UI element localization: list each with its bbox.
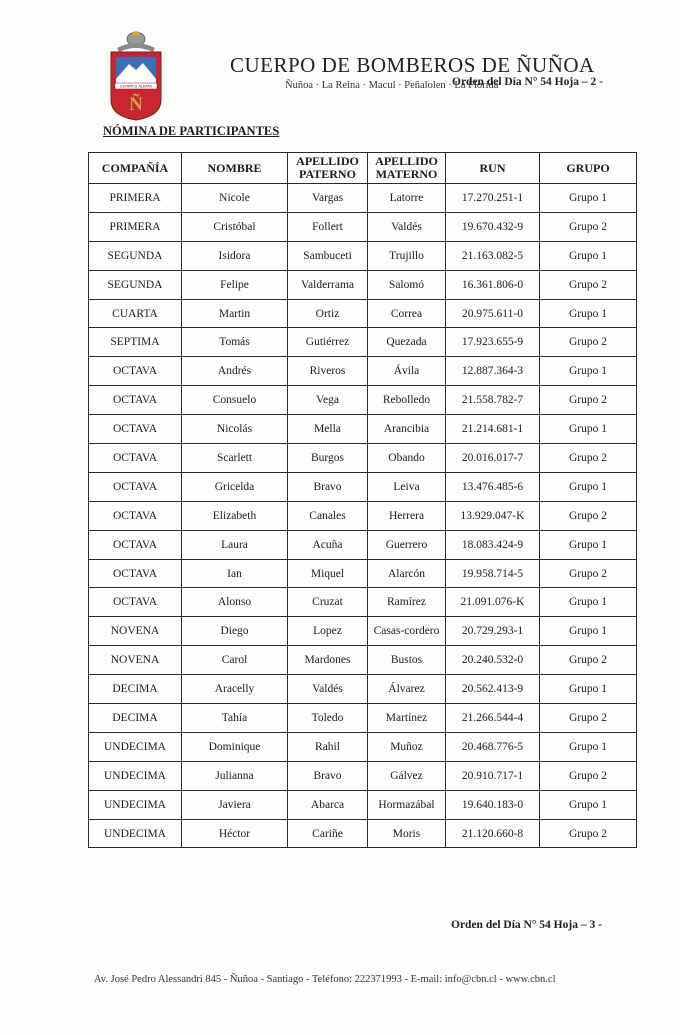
table-row (89, 704, 637, 733)
cell-maternal-surname: Rebolledo (368, 386, 446, 415)
cell-name: Javiera (182, 790, 288, 819)
cell-run: 17.923.655-9 (446, 328, 540, 357)
table-row (89, 761, 637, 790)
cell-company: SEGUNDA (89, 241, 182, 270)
cell-company: NOVENA (89, 617, 182, 646)
cell-paternal-surname: Gutiérrez (288, 328, 368, 357)
table-row (89, 617, 637, 646)
cell-paternal-surname: Acuña (288, 530, 368, 559)
cell-maternal-surname: Alarcón (368, 559, 446, 588)
cell-maternal-surname: Bustos (368, 646, 446, 675)
column-header-paternal-surname: APELLIDO PATERNO (288, 153, 368, 184)
table-row (89, 357, 637, 386)
cell-name: Tahía (182, 704, 288, 733)
cell-maternal-surname: Hormazábal (368, 790, 446, 819)
cell-maternal-surname: Moris (368, 819, 446, 848)
cell-run: 20.016.017-7 (446, 444, 540, 473)
cell-group: Grupo 1 (540, 732, 637, 761)
cell-paternal-surname: Cariñe (288, 819, 368, 848)
cell-group: Grupo 1 (540, 588, 637, 617)
cell-maternal-surname: Martínez (368, 704, 446, 733)
cell-paternal-surname: Cruzat (288, 588, 368, 617)
cell-run: 21.214.681-1 (446, 415, 540, 444)
organization-communes: Ñuñoa · La Reina · Macul · Peñalolen · La Florida (285, 80, 499, 91)
cell-maternal-surname: Guerrero (368, 530, 446, 559)
cell-company: UNDECIMA (89, 819, 182, 848)
cell-maternal-surname: Latorre (368, 184, 446, 213)
logo-letter: Ñ (129, 94, 143, 115)
cell-run: 21.266.544-4 (446, 704, 540, 733)
cell-company: OCTAVA (89, 588, 182, 617)
cell-name: Héctor (182, 819, 288, 848)
cell-paternal-surname: Rahil (288, 732, 368, 761)
cell-maternal-surname: Arancibia (368, 415, 446, 444)
cell-maternal-surname: Muñoz (368, 732, 446, 761)
cell-group: Grupo 1 (540, 472, 637, 501)
cell-run: 21.558.782-7 (446, 386, 540, 415)
cell-group: Grupo 1 (540, 241, 637, 270)
cell-paternal-surname: Lopez (288, 617, 368, 646)
table-row (89, 530, 637, 559)
cell-run: 20.468.776-5 (446, 732, 540, 761)
cell-group: Grupo 1 (540, 357, 637, 386)
table-row (89, 472, 637, 501)
cell-paternal-surname: Vega (288, 386, 368, 415)
cell-paternal-surname: Bravo (288, 761, 368, 790)
cell-company: DECIMA (89, 675, 182, 704)
cell-group: Grupo 1 (540, 299, 637, 328)
cell-name: Carol (182, 646, 288, 675)
cell-maternal-surname: Ávila (368, 357, 446, 386)
column-header-name: NOMBRE (182, 153, 288, 184)
cell-company: OCTAVA (89, 530, 182, 559)
cell-group: Grupo 2 (540, 559, 637, 588)
cell-company: UNDECIMA (89, 761, 182, 790)
table-row (89, 819, 637, 848)
cell-name: Tomás (182, 328, 288, 357)
cell-name: Andrés (182, 357, 288, 386)
cell-company: OCTAVA (89, 472, 182, 501)
cell-name: Consuelo (182, 386, 288, 415)
table-row (89, 328, 637, 357)
cell-run: 20.910.717-1 (446, 761, 540, 790)
cell-company: PRIMERA (89, 212, 182, 241)
cell-maternal-surname: Ramírez (368, 588, 446, 617)
cell-run: 20.729.293-1 (446, 617, 540, 646)
organization-crest-logo (107, 30, 165, 122)
cell-name: Nicole (182, 184, 288, 213)
table-row (89, 212, 637, 241)
cell-run: 19.670.432-9 (446, 212, 540, 241)
column-header-run: RUN (446, 153, 540, 184)
cell-group: Grupo 2 (540, 270, 637, 299)
cell-group: Grupo 1 (540, 675, 637, 704)
cell-company: OCTAVA (89, 415, 182, 444)
cell-maternal-surname: Casas-cordero (368, 617, 446, 646)
cell-group: Grupo 2 (540, 386, 637, 415)
order-of-day-footer: Orden del Día N° 54 Hoja – 3 - (451, 919, 602, 931)
cell-company: UNDECIMA (89, 790, 182, 819)
cell-group: Grupo 2 (540, 819, 637, 848)
table-row (89, 732, 637, 761)
column-header-group: GRUPO (540, 153, 637, 184)
cell-company: OCTAVA (89, 386, 182, 415)
table-row (89, 415, 637, 444)
cell-run: 20.562.413-9 (446, 675, 540, 704)
cell-paternal-surname: Sambuceti (288, 241, 368, 270)
cell-paternal-surname: Miquel (288, 559, 368, 588)
table-row (89, 386, 637, 415)
cell-maternal-surname: Obando (368, 444, 446, 473)
cell-paternal-surname: Vargas (288, 184, 368, 213)
cell-company: PRIMERA (89, 184, 182, 213)
cell-name: Elizabeth (182, 501, 288, 530)
cell-group: Grupo 1 (540, 530, 637, 559)
cell-maternal-surname: Correa (368, 299, 446, 328)
participants-table (88, 152, 637, 848)
table-row (89, 790, 637, 819)
cell-run: 21.091.076-K (446, 588, 540, 617)
cell-run: 19.958.714-5 (446, 559, 540, 588)
cell-group: Grupo 1 (540, 184, 637, 213)
table-row (89, 675, 637, 704)
cell-group: Grupo 2 (540, 328, 637, 357)
organization-name: CUERPO DE BOMBEROS DE ÑUÑOA (230, 53, 595, 77)
cell-run: 21.120.660-8 (446, 819, 540, 848)
cell-name: Diego (182, 617, 288, 646)
table-row (89, 270, 637, 299)
cell-company: OCTAVA (89, 501, 182, 530)
cell-maternal-surname: Trujillo (368, 241, 446, 270)
cell-name: Isidora (182, 241, 288, 270)
cell-group: Grupo 2 (540, 646, 637, 675)
cell-company: OCTAVA (89, 559, 182, 588)
table-row (89, 588, 637, 617)
cell-company: UNDECIMA (89, 732, 182, 761)
cell-paternal-surname: Canales (288, 501, 368, 530)
cell-name: Laura (182, 530, 288, 559)
cell-maternal-surname: Herrera (368, 501, 446, 530)
cell-maternal-surname: Álvarez (368, 675, 446, 704)
cell-name: Nicolás (182, 415, 288, 444)
cell-company: OCTAVA (89, 357, 182, 386)
cell-group: Grupo 1 (540, 415, 637, 444)
cell-run: 21.163.082-5 (446, 241, 540, 270)
cell-company: SEGUNDA (89, 270, 182, 299)
cell-paternal-surname: Toledo (288, 704, 368, 733)
cell-group: Grupo 2 (540, 704, 637, 733)
cell-name: Martin (182, 299, 288, 328)
table-row (89, 559, 637, 588)
cell-maternal-surname: Leiva (368, 472, 446, 501)
cell-paternal-surname: Abarca (288, 790, 368, 819)
cell-name: Cristóbal (182, 212, 288, 241)
cell-paternal-surname: Valdés (288, 675, 368, 704)
cell-paternal-surname: Riveros (288, 357, 368, 386)
table-row (89, 241, 637, 270)
table-row (89, 184, 637, 213)
logo-banner-text: ESTAMOS ALERTA (120, 84, 152, 89)
section-title: NÓMINA DE PARTICIPANTES (103, 124, 280, 138)
cell-run: 13.929.047-K (446, 501, 540, 530)
cell-run: 18.083.424-9 (446, 530, 540, 559)
cell-name: Alonso (182, 588, 288, 617)
cell-name: Dominique (182, 732, 288, 761)
cell-paternal-surname: Burgos (288, 444, 368, 473)
cell-group: Grupo 2 (540, 761, 637, 790)
cell-maternal-surname: Valdés (368, 212, 446, 241)
cell-name: Aracelly (182, 675, 288, 704)
cell-run: 19.640.183-0 (446, 790, 540, 819)
cell-name: Felipe (182, 270, 288, 299)
cell-company: CUARTA (89, 299, 182, 328)
cell-run: 16.361.806-0 (446, 270, 540, 299)
cell-run: 20.240.532-0 (446, 646, 540, 675)
participants-table-body (89, 184, 637, 848)
cell-company: OCTAVA (89, 444, 182, 473)
cell-company: NOVENA (89, 646, 182, 675)
cell-paternal-surname: Mella (288, 415, 368, 444)
footer-contact-line: Av. José Pedro Alessandri 845 - Ñuñoa - Santiago - Teléfono: 222371993 - E-mail: info@cbn.cl - www.cbn.cl (94, 974, 556, 985)
cell-run: 13.476.485-6 (446, 472, 540, 501)
cell-run: 17.270.251-1 (446, 184, 540, 213)
cell-group: Grupo 2 (540, 444, 637, 473)
cell-paternal-surname: Mardones (288, 646, 368, 675)
table-row (89, 646, 637, 675)
cell-group: Grupo 1 (540, 790, 637, 819)
cell-group: Grupo 2 (540, 501, 637, 530)
cell-company: DECIMA (89, 704, 182, 733)
cell-paternal-surname: Follert (288, 212, 368, 241)
table-header-row (89, 153, 637, 184)
cell-group: Grupo 2 (540, 212, 637, 241)
cell-paternal-surname: Valderrama (288, 270, 368, 299)
cell-paternal-surname: Ortiz (288, 299, 368, 328)
cell-maternal-surname: Gálvez (368, 761, 446, 790)
column-header-company: COMPAÑÍA (89, 153, 182, 184)
table-row (89, 444, 637, 473)
cell-name: Julianna (182, 761, 288, 790)
cell-group: Grupo 1 (540, 617, 637, 646)
cell-run: 20.975.611-0 (446, 299, 540, 328)
table-row (89, 299, 637, 328)
column-header-maternal-surname: APELLIDO MATERNO (368, 153, 446, 184)
table-row (89, 501, 637, 530)
cell-company: SEPTIMA (89, 328, 182, 357)
cell-name: Ian (182, 559, 288, 588)
cell-run: 12.887.364-3 (446, 357, 540, 386)
cell-maternal-surname: Salomó (368, 270, 446, 299)
cell-paternal-surname: Bravo (288, 472, 368, 501)
order-of-day-header: Orden del Día N° 54 Hoja – 2 - (452, 76, 603, 88)
cell-maternal-surname: Quezada (368, 328, 446, 357)
cell-name: Scarlett (182, 444, 288, 473)
cell-name: Gricelda (182, 472, 288, 501)
